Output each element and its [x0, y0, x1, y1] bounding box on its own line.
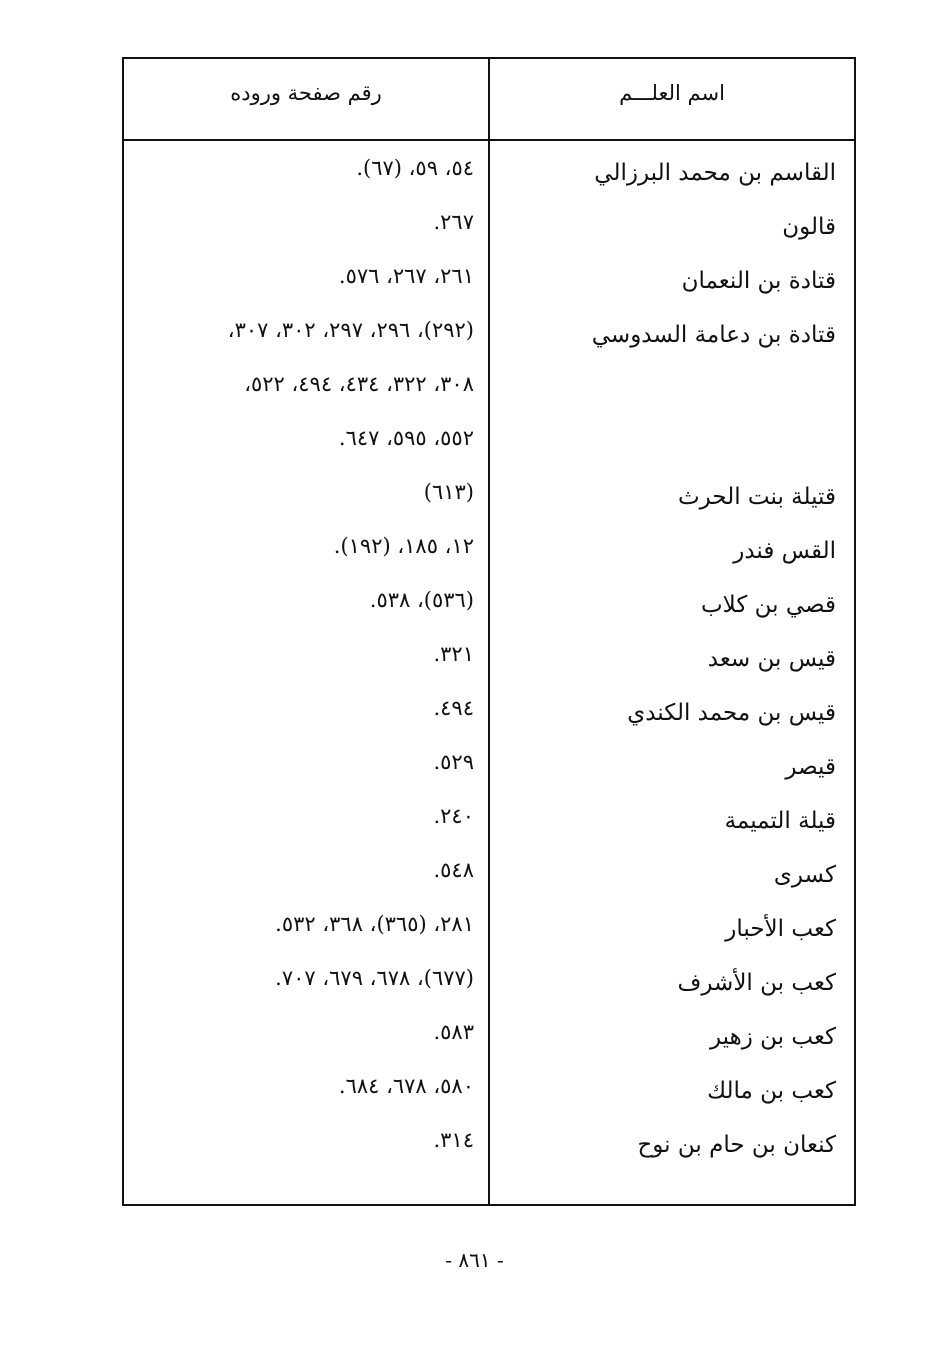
page-references: ٥٢٩. — [433, 750, 474, 774]
page-references: ١٢، ١٨٥، (١٩٢). — [333, 534, 474, 558]
page-references: (٦١٣) — [423, 480, 474, 504]
table-row — [124, 1074, 854, 1128]
table-row — [124, 966, 854, 1020]
pages-column-header: رقم صفحة وروده — [230, 81, 382, 105]
person-name: كعب بن زهير — [709, 1024, 836, 1050]
person-name: قيصر — [785, 754, 836, 780]
page-references: ٢٤٠. — [433, 804, 474, 828]
page-references: ٥٤، ٥٩، (٦٧). — [356, 156, 474, 180]
page-references: ٥٥٢، ٥٩٥، ٦٤٧. — [338, 426, 474, 450]
index-table — [122, 57, 856, 1206]
table-row — [124, 750, 854, 804]
table-row — [124, 804, 854, 858]
table-row — [124, 858, 854, 912]
page-references: ٢٨١، (٣٦٥)، ٣٦٨، ٥٣٢. — [275, 912, 474, 936]
table-row — [124, 156, 854, 210]
table-row — [124, 642, 854, 696]
person-name: كعب بن الأشرف — [677, 970, 836, 996]
person-name: قتادة بن دعامة السدوسي — [591, 322, 836, 348]
page-number: - ٨٦١ - — [445, 1248, 504, 1272]
table-row — [124, 696, 854, 750]
page-references: ٥٤٨. — [433, 858, 474, 882]
table-row — [124, 912, 854, 966]
person-name: كعب الأحبار — [725, 916, 836, 942]
table-row — [124, 318, 854, 372]
page-references: ٤٩٤. — [433, 696, 474, 720]
table-row — [124, 1020, 854, 1074]
table-row — [124, 210, 854, 264]
page-references: ٥٨٣. — [433, 1020, 474, 1044]
page-references: (٥٣٦)، ٥٣٨. — [369, 588, 474, 612]
person-name: القس فندر — [733, 538, 836, 564]
table-row — [124, 534, 854, 588]
person-name: قالون — [782, 214, 836, 240]
page-references: ٥٨٠، ٦٧٨، ٦٨٤. — [338, 1074, 474, 1098]
table-row — [124, 480, 854, 534]
person-name: كعب بن مالك — [707, 1078, 836, 1104]
person-name: قيس بن محمد الكندي — [627, 700, 836, 726]
table-row — [124, 426, 854, 480]
table-row — [124, 372, 854, 426]
person-name: القاسم بن محمد البرزالي — [594, 160, 836, 186]
person-name: قتادة بن النعمان — [681, 268, 836, 294]
page-references: ٣٠٨، ٣٢٢، ٤٣٤، ٤٩٤، ٥٢٢، — [244, 372, 474, 396]
page-references: (٦٧٧)، ٦٧٨، ٦٧٩، ٧٠٧. — [275, 966, 474, 990]
page-references: ٣١٤. — [433, 1128, 474, 1152]
person-name: قتيلة بنت الحرث — [678, 484, 836, 510]
table-row — [124, 264, 854, 318]
page-references: ٢٦٧. — [433, 210, 474, 234]
page-references: (٢٩٢)، ٢٩٦، ٢٩٧، ٣٠٢، ٣٠٧، — [227, 318, 474, 342]
page-references: ٣٢١. — [433, 642, 474, 666]
person-name: قصي بن كلاب — [701, 592, 836, 618]
person-name: قيس بن سعد — [707, 646, 836, 672]
table-row — [124, 588, 854, 642]
table-body — [124, 156, 854, 1182]
page-references: ٢٦١، ٢٦٧، ٥٧٦. — [338, 264, 474, 288]
header-divider — [124, 139, 854, 141]
person-name: كسرى — [773, 862, 836, 888]
table-row — [124, 1128, 854, 1182]
name-column-header: اسم العلـــم — [619, 81, 725, 105]
person-name: قيلة التميمة — [724, 808, 836, 834]
person-name: كنعان بن حام بن نوح — [637, 1132, 836, 1158]
